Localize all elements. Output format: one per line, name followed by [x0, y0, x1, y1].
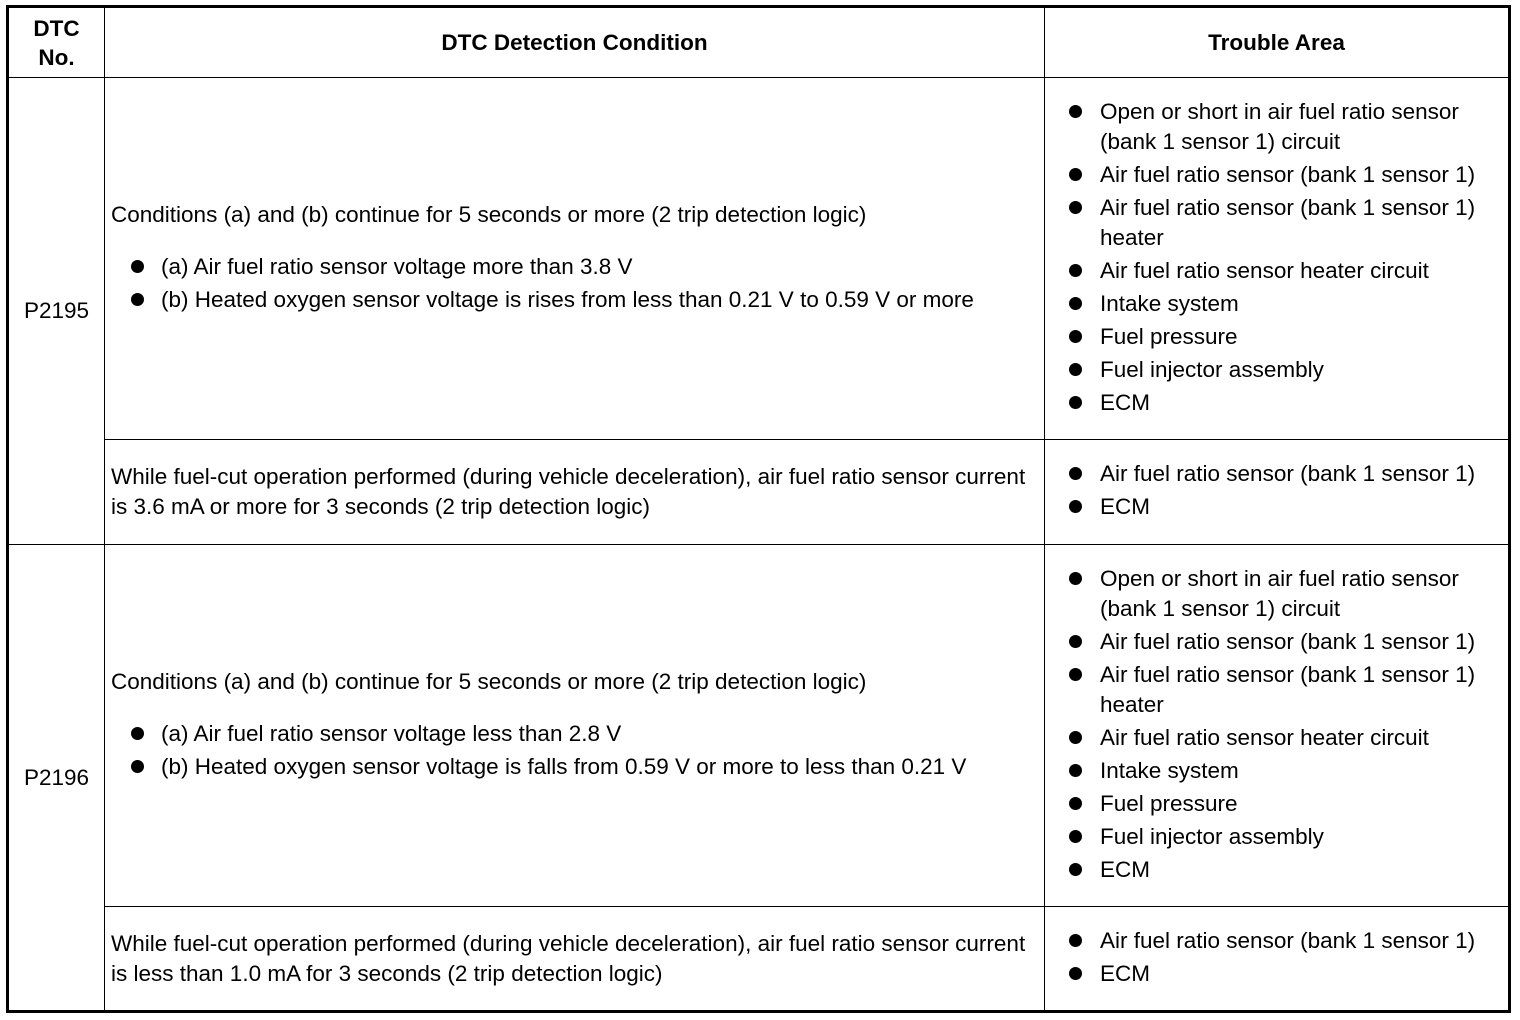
table-row	[8, 545, 1510, 907]
condition-item-text: (a) Air fuel ratio sensor voltage less than 2.8 V	[161, 720, 622, 746]
trouble-item-text: Open or short in air fuel ratio sensor (bank 1 sensor 1) circuit	[1100, 98, 1459, 154]
bullet-icon	[1069, 105, 1082, 118]
bullet-icon	[1069, 830, 1082, 843]
dtc-code: P2196	[8, 545, 105, 1012]
trouble-item-text: Fuel injector assembly	[1100, 356, 1324, 382]
condition-lead: While fuel-cut operation performed (during vehicle deceleration), air fuel ratio sensor current is 3.6 mA or more for 3 seconds (2 trip detection logic)	[111, 464, 1026, 519]
table-row	[8, 907, 1510, 1012]
list-item	[111, 719, 1034, 749]
trouble-list	[1045, 926, 1502, 989]
list-item	[111, 285, 1034, 315]
detection-condition	[105, 440, 1045, 545]
trouble-item-text: Fuel pressure	[1100, 323, 1238, 349]
list-item	[1045, 959, 1502, 989]
bullet-icon	[1069, 668, 1082, 681]
list-item	[1045, 660, 1502, 720]
bullet-icon	[1069, 396, 1082, 409]
list-item	[1045, 459, 1502, 489]
bullet-icon	[1069, 297, 1082, 310]
bullet-icon	[1069, 797, 1082, 810]
list-item	[1045, 289, 1502, 319]
table-row	[8, 78, 1510, 440]
detection-condition	[105, 78, 1045, 440]
condition-lead: Conditions (a) and (b) continue for 5 seconds or more (2 trip detection logic)	[111, 201, 867, 227]
bullet-icon	[131, 260, 144, 273]
trouble-item-text: Fuel injector assembly	[1100, 823, 1324, 849]
list-item	[1045, 756, 1502, 786]
list-item	[1045, 822, 1502, 852]
bullet-icon	[1069, 863, 1082, 876]
trouble-item-text: Air fuel ratio sensor (bank 1 sensor 1) heater	[1100, 194, 1476, 250]
list-item	[1045, 855, 1502, 885]
trouble-item-text: Open or short in air fuel ratio sensor (bank 1 sensor 1) circuit	[1100, 565, 1459, 621]
condition-item-text: (b) Heated oxygen sensor voltage is falls from 0.59 V or more to less than 0.21 V	[161, 753, 967, 779]
bullet-icon	[1069, 635, 1082, 648]
trouble-list	[1045, 459, 1502, 522]
header-row	[8, 7, 1510, 78]
trouble-area	[1045, 440, 1510, 545]
bullet-icon	[1069, 467, 1082, 480]
trouble-item-text: Air fuel ratio sensor heater circuit	[1100, 257, 1429, 283]
list-item	[1045, 388, 1502, 418]
bullet-icon	[1069, 363, 1082, 376]
table-row	[8, 440, 1510, 545]
trouble-item-text: Intake system	[1100, 757, 1239, 783]
bullet-icon	[1069, 500, 1082, 513]
detection-condition	[105, 907, 1045, 1012]
detection-condition	[105, 545, 1045, 907]
bullet-icon	[1069, 330, 1082, 343]
bullet-icon	[1069, 572, 1082, 585]
trouble-area	[1045, 78, 1510, 440]
bullet-icon	[1069, 201, 1082, 214]
header-dtc-no	[8, 7, 105, 78]
header-trouble-area: Trouble Area	[1045, 7, 1510, 78]
trouble-item-text: Air fuel ratio sensor heater circuit	[1100, 724, 1429, 750]
list-item	[1045, 627, 1502, 657]
header-dtc-no-line1: DTC	[33, 15, 80, 41]
trouble-item-text: Air fuel ratio sensor (bank 1 sensor 1)	[1100, 461, 1476, 486]
condition-list	[111, 719, 1034, 782]
bullet-icon	[1069, 168, 1082, 181]
list-item	[111, 752, 1034, 782]
trouble-area	[1045, 907, 1510, 1012]
bullet-icon	[1069, 967, 1082, 980]
trouble-item-text: ECM	[1100, 389, 1150, 415]
trouble-item-text: Fuel pressure	[1100, 790, 1238, 816]
condition-item-text: (a) Air fuel ratio sensor voltage more than 3.8 V	[161, 253, 633, 279]
trouble-list	[1045, 97, 1502, 418]
list-item	[1045, 97, 1502, 157]
list-item	[1045, 564, 1502, 624]
condition-lead: While fuel-cut operation performed (during vehicle deceleration), air fuel ratio sensor current is less than 1.0 mA for 3 seconds (2 trip detection logic)	[111, 930, 1026, 986]
list-item	[1045, 193, 1502, 253]
list-item	[111, 252, 1034, 282]
trouble-item-text: ECM	[1100, 856, 1150, 882]
dtc-code: P2195	[8, 78, 105, 545]
trouble-item-text: ECM	[1100, 960, 1150, 986]
list-item	[1045, 256, 1502, 286]
bullet-icon	[131, 293, 144, 306]
header-condition: DTC Detection Condition	[105, 7, 1045, 78]
bullet-icon	[1069, 264, 1082, 277]
trouble-item-text: Air fuel ratio sensor (bank 1 sensor 1)	[1100, 161, 1476, 187]
list-item	[1045, 926, 1502, 956]
bullet-icon	[1069, 764, 1082, 777]
dtc-table	[6, 5, 1511, 1013]
trouble-item-text: Air fuel ratio sensor (bank 1 sensor 1)	[1100, 628, 1476, 654]
trouble-item-text: ECM	[1100, 494, 1150, 519]
trouble-item-text: Intake system	[1100, 290, 1239, 316]
list-item	[1045, 160, 1502, 190]
list-item	[1045, 355, 1502, 385]
bullet-icon	[131, 760, 144, 773]
list-item	[1045, 492, 1502, 522]
trouble-item-text: Air fuel ratio sensor (bank 1 sensor 1)	[1100, 927, 1476, 953]
trouble-list	[1045, 564, 1502, 885]
list-item	[1045, 789, 1502, 819]
trouble-area	[1045, 545, 1510, 907]
bullet-icon	[131, 727, 144, 740]
list-item	[1045, 723, 1502, 753]
condition-item-text: (b) Heated oxygen sensor voltage is rises from less than 0.21 V to 0.59 V or more	[161, 286, 974, 312]
condition-list	[111, 252, 1034, 315]
trouble-item-text: Air fuel ratio sensor (bank 1 sensor 1) heater	[1100, 661, 1476, 717]
condition-lead: Conditions (a) and (b) continue for 5 seconds or more (2 trip detection logic)	[111, 668, 867, 694]
list-item	[1045, 322, 1502, 352]
header-dtc-no-line2: No.	[38, 44, 75, 70]
bullet-icon	[1069, 731, 1082, 744]
bullet-icon	[1069, 934, 1082, 947]
